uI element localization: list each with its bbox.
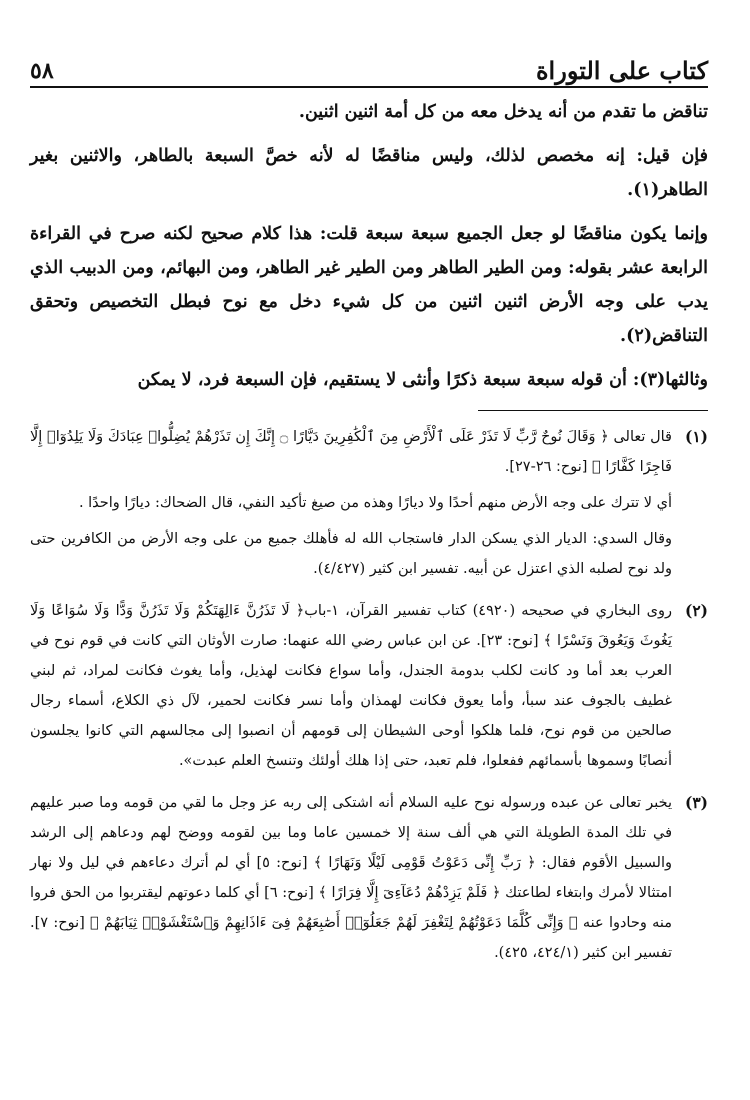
footnote-number: (٢) xyxy=(684,601,708,620)
footnote-paragraph: وقال السدي: الديار الذي يسكن الدار فاستجاب الله له فأهلك جميع من على وجه الأرض من الكافرين حتى ولد نوح لصلبه الذي اعتزل عن أبيه. تفسير ابن كثير (٤/٤٢٧). xyxy=(30,531,673,577)
main-text xyxy=(30,95,708,407)
footnote-body xyxy=(30,788,672,974)
footnote-number: (٣) xyxy=(684,793,708,812)
footnote-body xyxy=(30,596,672,782)
footnote-body xyxy=(30,422,672,590)
footnote-number: (١) xyxy=(684,427,708,446)
footnote xyxy=(30,788,708,974)
footnote-paragraph: يخبر تعالى عن عبده ورسوله نوح عليه السلام أنه اشتكى إلى ربه عز وجل ما لقي من قومه وما صبر عليهم في تلك المدة الطويلة التي هي ألف سنة إلا خمسين عاما وما بين لقومه ووضح لهم ودعاهم إلى الرشد والسبيل الأقوم فقال: ﴿ رَبِّ إِنِّى دَعَوْتُ قَوْمِى لَيْلًا وَنَهَارًا ﴾ [نوح: ٥] أي لم أترك دعاءهم في ليل ولا نهار امتثالا لأمرك وابتغاء لطاعتك ﴿ فَلَمْ يَزِدْهُمْ دُعَآءِىٓ إِلَّا فِرَارًا ﴾ [نوح: ٦] أي كلما دعوتهم ليقتربوا من الحق فروا منه وحادوا عنه ﴿ وَإِنِّى كُلَّمَا دَعَوْتُهُمْ لِتَغْفِرَ لَهُمْ جَعَلُوٓا۟ أَصَٰبِعَهُمْ فِىٓ ءَاذَانِهِمْ وَٱسْتَغْشَوْا۟ ثِيَابَهُمْ ﴾ [نوح: ٧]. تفسير ابن كثير (٤٢٤/١، ٤٢٥). xyxy=(30,795,673,961)
body-paragraph: وثالثها(٣): أن قوله سبعة سبعة ذكرًا وأنثى لا يستقيم، فإن السبعة فرد، لا يمكن xyxy=(137,370,708,390)
body-paragraph: وإنما يكون مناقضًا لو جعل الجميع سبعة سبعة قلت: هذا كلام صحيح لكنه صرح في القراءة الرابعة عشر بقوله: ومن الطير الطاهر ومن الطير غير الطاهر، ومن البهائم، ومن الدبيب الذي يدب على وجه الأرض اثنين اثنين من كل شيء دخل مع نوح فبطل التخصيص وتحقق التناقض(٢). xyxy=(30,224,708,346)
body-paragraph: تناقض ما تقدم من أنه يدخل معه من كل أمة اثنين اثنين. xyxy=(298,102,708,122)
book-title: كتاب على التوراة xyxy=(535,56,708,85)
footnote-paragraph: روى البخاري في صحيحه (٤٩٢٠) كتاب تفسير القرآن، ١-باب﴿ لَا تَذَرُنَّ ءَالِهَتَكُمْ وَلَا تَذَرُنَّ وَدًّا وَلَا سُوَاعًا وَلَا يَغُوثَ وَيَعُوقَ وَنَسْرًا ﴾ [نوح: ٢٣]. عن ابن عباس رضي الله عنهما: صارت الأوثان التي كانت في قوم نوح في العرب بعد أما ود كانت لكلب بدومة الجندل، وأما سواع فكانت لهذيل، وأما يغوث فكانت لمراد، ثم لبني غطيف بالجوف عند سبأ، وأما يعوق فكانت لهمذان وأما نسر فكانت لحمير، لآل ذي الكلاع، أسماء رجال صالحين من قوم نوح، فلما هلكوا أوحى الشيطان إلى قومهم أن انصبوا إلى مجالسهم التي كانوا يجلسون أنصابًا وسموها بأسمائهم ففعلوا، فلم تعبد، حتى إذا هلك أولئك وتنسخ العلم عبدت». xyxy=(30,603,672,769)
footnote-paragraph: أي لا تترك على وجه الأرض منهم أحدًا ولا ديارًا وهذه من صيغ تأكيد النفي، قال الضحاك: ديارًا واحدًا . xyxy=(78,495,672,511)
page-header xyxy=(30,52,708,88)
body-paragraph: فإن قيل: إنه مخصص لذلك، وليس مناقضًا له لأنه خصَّ السبعة بالطاهر، والاثنين بغير الطاهر(١). xyxy=(30,146,708,200)
footnote xyxy=(30,422,708,590)
footnote-paragraph: قال تعالى ﴿ وَقَالَ نُوحٌ رَّبِّ لَا تَذَرْ عَلَى ٱلْأَرْضِ مِنَ ٱلْكَٰفِرِينَ دَيَّارًا ۝ إِنَّكَ إِن تَذَرْهُمْ يُضِلُّوا۟ عِبَادَكَ وَلَا يَلِدُوٓا۟ إِلَّا فَاجِرًا كَفَّارًا ﴾ [نوح: ٢٦-٢٧]. xyxy=(30,429,672,475)
page-number: ٥٨ xyxy=(30,58,54,84)
footnotes xyxy=(30,422,708,980)
footnote-divider xyxy=(478,410,708,411)
footnote xyxy=(30,596,708,782)
